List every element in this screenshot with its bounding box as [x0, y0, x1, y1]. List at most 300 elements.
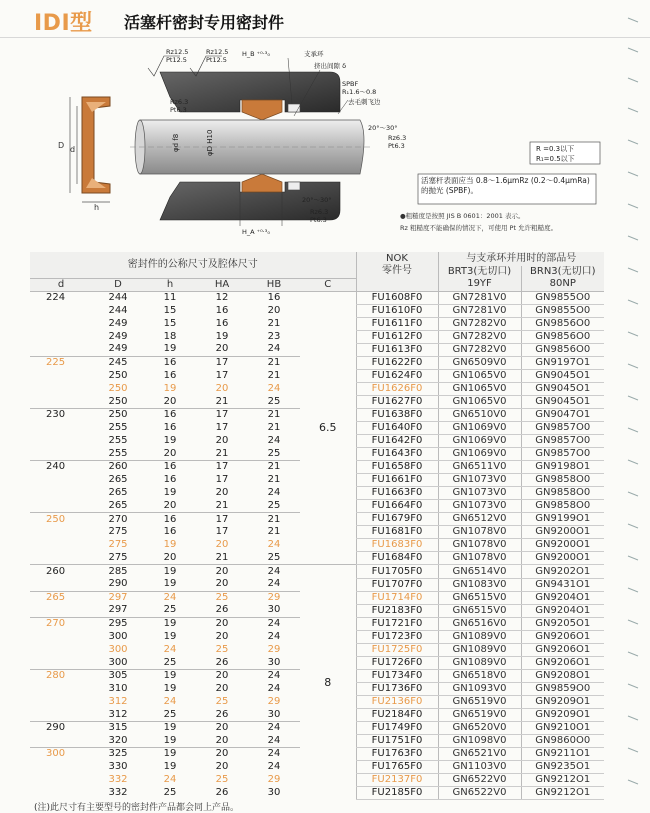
- finish-a2-label: Pt12.5: [166, 56, 187, 64]
- table-row: [30, 291, 604, 304]
- cell-h: 19: [144, 617, 196, 630]
- cell-ha: 21: [215, 500, 229, 512]
- cell-brt3-part: GN6510V0: [438, 408, 521, 421]
- cell-D: 265: [108, 500, 128, 512]
- support-title-header: 与支承环并用时的部品号: [438, 252, 604, 266]
- cell-brt3-part: GN1073V0: [438, 500, 521, 513]
- cell-D: 255: [108, 435, 128, 447]
- cell-d: [30, 643, 92, 656]
- cell-h: 19: [163, 343, 177, 355]
- seal-cross-section-drawing: [30, 42, 620, 252]
- finish-c2-label: Pt6.3: [170, 106, 187, 114]
- cell-d: [30, 474, 92, 487]
- cell-d: [30, 382, 92, 395]
- cell-ha: 12: [215, 291, 229, 303]
- cell-brt3-part: GN1078V0: [438, 552, 521, 565]
- cell-nok-part: FU1721F0: [356, 617, 438, 630]
- cell-ha: 17: [215, 474, 229, 486]
- cell-h: 24: [163, 695, 177, 707]
- cell-D: 285: [92, 565, 144, 578]
- cell-D: 255: [108, 447, 128, 459]
- cell-D: 244: [108, 304, 128, 316]
- cell-h: 19: [163, 539, 177, 551]
- cell-h: 16: [163, 369, 177, 381]
- cell-h: 25: [163, 604, 177, 616]
- cell-ha: 25: [215, 774, 229, 786]
- cell-brt3-part: GN6519V0: [438, 709, 521, 722]
- cell-brn3-part: GN9855O0: [521, 304, 604, 317]
- cell-nok-part: FU1658F0: [356, 461, 438, 474]
- angle-upper-label: 20°～30°: [368, 124, 398, 132]
- cell-hb: 29: [267, 774, 281, 786]
- cell-d: [30, 369, 92, 382]
- cell-hb: 21: [267, 317, 281, 329]
- cell-nok-part: FU1751F0: [356, 735, 438, 748]
- cell-D: 260: [92, 461, 144, 474]
- cell-hb: 24: [267, 382, 281, 394]
- cell-brt3-part: GN6522V0: [438, 774, 521, 787]
- cell-D: 249: [108, 343, 128, 355]
- cell-nok-part: FU1705F0: [356, 565, 438, 578]
- roughness-box: [530, 142, 600, 164]
- cell-h: 25: [163, 708, 177, 720]
- cell-brt3-part: GN6515V0: [438, 604, 521, 617]
- cell-brn3-part: GN9209O1: [521, 709, 604, 722]
- rt-roughness-label: R₁1.6～0.8: [342, 88, 377, 96]
- cell-h: 19: [163, 578, 177, 590]
- cell-hb: 25: [267, 447, 281, 459]
- finish-b2-label: Pt12.5: [206, 56, 227, 64]
- cell-D: 325: [92, 748, 144, 761]
- cell-h: 19: [163, 382, 177, 394]
- cell-nok-part: FU1663F0: [356, 487, 438, 500]
- cell-h: 19: [163, 761, 177, 773]
- cell-D: 332: [108, 774, 128, 786]
- cell-brt3-part: GN1065V0: [438, 395, 521, 408]
- cell-ha: 20: [215, 382, 229, 394]
- cell-brt3-part: GN1073V0: [438, 474, 521, 487]
- cell-h: 11: [163, 291, 177, 303]
- spbf-label: SPBF: [342, 80, 359, 88]
- cell-d: [30, 552, 92, 565]
- ha-tolerance-label: H_A ⁺⁰·³₀: [242, 228, 270, 236]
- cell-d: [30, 604, 92, 617]
- cell-ha: 17: [215, 526, 229, 538]
- cell-d: [30, 787, 92, 800]
- brn3-header: BRN3(无切口): [521, 266, 604, 278]
- cell-brn3-part: GN9200O1: [521, 539, 604, 552]
- cell-nok-part: FU1611F0: [356, 317, 438, 330]
- col-D-header: D: [92, 278, 144, 291]
- group-title-header: 密封件的公称尺寸及腔体尺寸: [30, 252, 356, 278]
- cell-hb: 24: [267, 487, 281, 499]
- cell-nok-part: FU2184F0: [356, 709, 438, 722]
- cell-D: 250: [108, 369, 128, 381]
- cell-D: 305: [92, 669, 144, 682]
- extrusion-gap-label: 挤出间隙 δ: [314, 62, 347, 70]
- cell-nok-part: FU1681F0: [356, 526, 438, 539]
- cell-brt3-part: GN7282V0: [438, 330, 521, 343]
- cell-ha: 26: [215, 656, 229, 668]
- cell-nok-part: FU1683F0: [356, 539, 438, 552]
- cell-nok-part: FU1679F0: [356, 513, 438, 526]
- cell-nok-part: FU1610F0: [356, 304, 438, 317]
- cell-D: 315: [92, 722, 144, 735]
- cell-ha: 20: [215, 539, 229, 551]
- cell-nok-part: FU1608F0: [356, 291, 438, 304]
- cell-c-group-2: 8: [300, 565, 356, 800]
- r-note-2: R₁=0.5以下: [536, 155, 575, 163]
- cell-D: 275: [108, 539, 128, 551]
- hb-tolerance-label: H_B ⁺⁰·³₀: [242, 50, 270, 58]
- cell-nok-part: FU1749F0: [356, 722, 438, 735]
- cell-ha: 20: [215, 343, 229, 355]
- cell-h: 19: [163, 682, 177, 694]
- cell-D: 249: [108, 330, 128, 342]
- cell-D: 265: [108, 474, 128, 486]
- cell-ha: 17: [196, 408, 248, 421]
- deburr-label: 去毛刺飞边: [348, 98, 381, 106]
- cell-d: [30, 421, 92, 434]
- cell-brn3-part: GN9856O0: [521, 343, 604, 356]
- cell-hb: 24: [267, 435, 281, 447]
- cell-nok-part: FU1684F0: [356, 552, 438, 565]
- footnote-jis: ●粗糙度是按照 JIS B 0601：2001 表示。: [400, 212, 525, 220]
- cell-brt3-part: GN1083V0: [438, 578, 521, 591]
- cell-brn3-part: GN9431O1: [521, 578, 604, 591]
- col-h-header: h: [144, 278, 196, 291]
- cell-h: 15: [163, 304, 177, 316]
- cell-brn3-part: GN9198O1: [521, 461, 604, 474]
- cell-d: 230: [30, 408, 92, 421]
- surface-note: 活塞杆表面应当 0.8～1.6μmRz (0.2～0.4μmRa) 的抛光 (SPBF)。: [421, 176, 590, 195]
- cell-nok-part: FU1626F0: [356, 382, 438, 395]
- cell-ha: 20: [196, 722, 248, 735]
- cell-h: 24: [163, 643, 177, 655]
- cell-d: 224: [46, 291, 66, 303]
- cell-brt3-part: GN6509V0: [438, 356, 521, 369]
- cell-brn3-part: GN9200O1: [521, 552, 604, 565]
- cell-hb: 25: [267, 552, 281, 564]
- cell-hb: 24: [267, 539, 281, 551]
- dim-small-d-label: d: [70, 145, 76, 154]
- cell-ha: 26: [215, 708, 229, 720]
- finish-d2-label: Pt6.3: [388, 142, 405, 150]
- cell-hb: 24: [267, 630, 281, 642]
- brt3-header: BRT3(无切口): [438, 266, 521, 278]
- cell-brt3-part: GN1078V0: [438, 526, 521, 539]
- cell-brt3-part: GN1103V0: [438, 761, 521, 774]
- cell-d: [30, 330, 92, 343]
- cell-brt3-part: GN6522V0: [438, 787, 521, 800]
- cell-ha: 25: [215, 695, 229, 707]
- cell-ha: 16: [215, 317, 229, 329]
- cell-brt3-part: GN6520V0: [438, 722, 521, 735]
- cell-h: 16: [144, 461, 196, 474]
- cell-h: 19: [144, 722, 196, 735]
- cell-d: 290: [30, 722, 92, 735]
- page-header: [0, 0, 650, 40]
- cell-brn3-part: GN9212O1: [521, 787, 604, 800]
- cell-nok-part: FU1765F0: [356, 761, 438, 774]
- cell-ha: 20: [196, 669, 248, 682]
- cell-brt3-part: GN6516V0: [438, 617, 521, 630]
- header-rule: [0, 37, 650, 38]
- dimension-table: [30, 252, 604, 800]
- page-edge-marks: [618, 0, 650, 809]
- col-c-header: C: [300, 278, 356, 291]
- dimension-table-wrap: [30, 252, 604, 800]
- cell-nok-part: FU1734F0: [356, 669, 438, 682]
- cell-ha: 20: [215, 761, 229, 773]
- cell-d: [30, 343, 92, 356]
- cell-hb: 25: [267, 500, 281, 512]
- finish-e2-label: Pt6.3: [310, 216, 327, 224]
- cell-brn3-part: GN9045O1: [521, 382, 604, 395]
- cell-brt3-part: GN1065V0: [438, 382, 521, 395]
- cell-nok-part: FU1736F0: [356, 682, 438, 695]
- cell-brn3-part: GN9212O1: [521, 774, 604, 787]
- cell-nok-part: FU1622F0: [356, 356, 438, 369]
- cell-ha: 19: [215, 330, 229, 342]
- cell-nok-part: FU1664F0: [356, 500, 438, 513]
- cell-ha: 20: [215, 734, 229, 746]
- cell-d: [30, 682, 92, 695]
- cell-brn3-part: GN9858O0: [521, 474, 604, 487]
- cell-ha: 20: [215, 578, 229, 590]
- cell-brt3-part: GN1069V0: [438, 448, 521, 461]
- cell-D: 297: [108, 604, 128, 616]
- cell-d: [30, 526, 92, 539]
- cell-hb: 29: [267, 643, 281, 655]
- cell-ha: 20: [215, 435, 229, 447]
- cell-brn3-part: GN9857O0: [521, 448, 604, 461]
- cell-D: 300: [108, 656, 128, 668]
- cell-hb: 25: [267, 395, 281, 407]
- nok-header: [356, 252, 438, 278]
- cell-brt3-part: GN6518V0: [438, 669, 521, 682]
- cell-brn3-part: GN9858O0: [521, 487, 604, 500]
- cell-brt3-part: GN7282V0: [438, 317, 521, 330]
- cell-ha: 17: [196, 356, 248, 369]
- cell-brn3-part: GN9204O1: [521, 591, 604, 604]
- cell-D: 250: [108, 382, 128, 394]
- cell-ha: 26: [215, 787, 229, 799]
- cell-ha: 17: [215, 369, 229, 381]
- cell-brn3-part: GN9858O0: [521, 500, 604, 513]
- cell-nok-part: FU1624F0: [356, 369, 438, 382]
- cell-d: 225: [30, 356, 92, 369]
- series-brand: IDI型: [34, 11, 93, 36]
- cell-nok-part: FU1612F0: [356, 330, 438, 343]
- cell-ha: 20: [215, 487, 229, 499]
- cell-D: 295: [92, 617, 144, 630]
- cell-ha: 20: [196, 565, 248, 578]
- cell-nok-part: FU1723F0: [356, 630, 438, 643]
- cell-brn3-part: GN9199O1: [521, 513, 604, 526]
- cell-d: [30, 735, 92, 748]
- col-nok-header: [356, 278, 438, 291]
- seal-profile-detail: [58, 97, 110, 212]
- cell-h: 19: [144, 748, 196, 761]
- cell-brn3-part: GN9209O1: [521, 695, 604, 708]
- cell-brt3-part: GN1069V0: [438, 435, 521, 448]
- cell-D: 320: [108, 734, 128, 746]
- cell-d: 260: [30, 565, 92, 578]
- page-title: 活塞杆密封专用密封件: [124, 13, 285, 32]
- support-ring-upper: [288, 104, 300, 112]
- cell-d: [30, 395, 92, 408]
- seal-upper: [242, 100, 282, 120]
- cell-D: 297: [92, 591, 144, 604]
- cell-D: 330: [108, 761, 128, 773]
- cell-ha: 21: [215, 395, 229, 407]
- cell-brn3-part: GN9202O1: [521, 565, 604, 578]
- cell-ha: 20: [215, 630, 229, 642]
- cell-brn3-part: GN9210O1: [521, 722, 604, 735]
- cell-d: [30, 487, 92, 500]
- cell-h: 16: [163, 526, 177, 538]
- nok-label: NOK: [386, 253, 408, 264]
- dim-h-label: h: [94, 203, 100, 212]
- cell-h: 16: [163, 474, 177, 486]
- cell-d: [30, 435, 92, 448]
- cell-brt3-part: GN6511V0: [438, 461, 521, 474]
- cell-brt3-part: GN7281V0: [438, 291, 521, 304]
- cell-brn3-part: GN9856O0: [521, 330, 604, 343]
- cell-d: [30, 500, 92, 513]
- cell-brt3-part: GN1089V0: [438, 630, 521, 643]
- cell-d: [30, 578, 92, 591]
- cell-nok-part: FU1714F0: [356, 591, 438, 604]
- cell-hb: 24: [267, 734, 281, 746]
- cell-brt3-part: GN6519V0: [438, 695, 521, 708]
- cell-ha: 20: [196, 748, 248, 761]
- cell-brn3-part: GN9045O1: [521, 395, 604, 408]
- cell-h: 15: [163, 317, 177, 329]
- cell-h: 19: [144, 565, 196, 578]
- cell-h: 19: [163, 734, 177, 746]
- cell-brn3-part: GN9857O0: [521, 435, 604, 448]
- finish-c-label: Rz6.3: [170, 98, 189, 106]
- cell-brn3-part: GN9856O0: [521, 317, 604, 330]
- support-ring-lower: [288, 182, 300, 190]
- cell-brn3-part: GN9235O1: [521, 761, 604, 774]
- cell-nok-part: FU1661F0: [356, 474, 438, 487]
- cell-d: [30, 304, 92, 317]
- cell-hb: 23: [267, 330, 281, 342]
- cell-ha: 26: [215, 604, 229, 616]
- cell-h: 19: [144, 669, 196, 682]
- cell-nok-part: FU1638F0: [356, 408, 438, 421]
- cell-brt3-part: GN1065V0: [438, 369, 521, 382]
- cell-d: 300: [30, 748, 92, 761]
- seal-lower: [242, 174, 282, 192]
- cell-nok-part: FU2137F0: [356, 774, 438, 787]
- cell-nok-part: FU2136F0: [356, 695, 438, 708]
- cell-D: 310: [108, 682, 128, 694]
- cell-D: 332: [108, 787, 128, 799]
- cell-h: 16: [163, 421, 177, 433]
- cell-h: 24: [163, 774, 177, 786]
- cell-h: 16: [144, 408, 196, 421]
- cell-ha: 25: [196, 591, 248, 604]
- cell-D: 275: [108, 552, 128, 564]
- cell-brn3-part: GN9047O1: [521, 408, 604, 421]
- cell-brn3-part: GN9206O1: [521, 630, 604, 643]
- cell-hb: 21: [248, 461, 300, 474]
- cell-ha: 20: [196, 617, 248, 630]
- cell-brt3-part: GN7281V0: [438, 304, 521, 317]
- col-np-header: 80NP: [521, 278, 604, 291]
- cell-d: 270: [30, 617, 92, 630]
- cell-D: 290: [108, 578, 128, 590]
- cell-hb: 21: [248, 408, 300, 421]
- cell-hb: 16: [267, 291, 281, 303]
- cell-brn3-part: GN9045O1: [521, 369, 604, 382]
- cell-brt3-part: GN6514V0: [438, 565, 521, 578]
- cell-hb: 20: [267, 304, 281, 316]
- cell-D: 255: [108, 421, 128, 433]
- footnote-rz: Rz 粗糙度不能确保的情况下，可使用 Pt 允许粗糙度。: [400, 224, 558, 232]
- finish-e-label: Rz6.3: [310, 208, 329, 216]
- cell-nok-part: FU1613F0: [356, 343, 438, 356]
- cell-h: 19: [163, 435, 177, 447]
- col-d-header: d: [30, 278, 92, 291]
- cell-brn3-part: GN9211O1: [521, 748, 604, 761]
- cell-brn3-part: GN9206O1: [521, 643, 604, 656]
- cell-brt3-part: GN7282V0: [438, 343, 521, 356]
- cell-hb: 21: [267, 474, 281, 486]
- cell-brn3-part: GN9857O0: [521, 421, 604, 434]
- support-ring-label: 支承环: [304, 50, 324, 58]
- cell-nok-part: FU1707F0: [356, 578, 438, 591]
- cell-nok-part: FU1640F0: [356, 421, 438, 434]
- cell-brt3-part: GN1089V0: [438, 643, 521, 656]
- cell-D: 312: [108, 695, 128, 707]
- cell-ha: 21: [215, 447, 229, 459]
- cell-brn3-part: GN9200O1: [521, 526, 604, 539]
- cell-brt3-part: GN1078V0: [438, 539, 521, 552]
- finish-d-label: Rz6.3: [388, 134, 407, 142]
- cell-nok-part: FU2185F0: [356, 787, 438, 800]
- cell-h: 25: [163, 656, 177, 668]
- cell-d: [30, 774, 92, 787]
- cell-brn3-part: GN9205O1: [521, 617, 604, 630]
- cell-h: 19: [163, 487, 177, 499]
- cell-D: 250: [108, 395, 128, 407]
- cell-hb: 30: [267, 604, 281, 616]
- cell-hb: 30: [267, 787, 281, 799]
- piston-rod: [130, 120, 370, 174]
- cell-brt3-part: GN1093V0: [438, 682, 521, 695]
- cell-D: 249: [108, 317, 128, 329]
- cell-d: [30, 695, 92, 708]
- cell-nok-part: FU1725F0: [356, 643, 438, 656]
- cell-brn3-part: GN9855O0: [521, 291, 604, 304]
- cell-nok-part: FU1763F0: [356, 748, 438, 761]
- nok-sub-label: 零件号: [382, 265, 412, 276]
- cell-h: 19: [163, 630, 177, 642]
- cell-brt3-part: GN1069V0: [438, 421, 521, 434]
- surface-note-box: [418, 174, 596, 204]
- cell-h: 20: [163, 447, 177, 459]
- cell-D: 244: [108, 291, 128, 303]
- cell-h: 20: [163, 552, 177, 564]
- cell-D: 265: [108, 487, 128, 499]
- angle-lower-label: 20°～30°: [302, 196, 332, 204]
- cell-h: 16: [144, 356, 196, 369]
